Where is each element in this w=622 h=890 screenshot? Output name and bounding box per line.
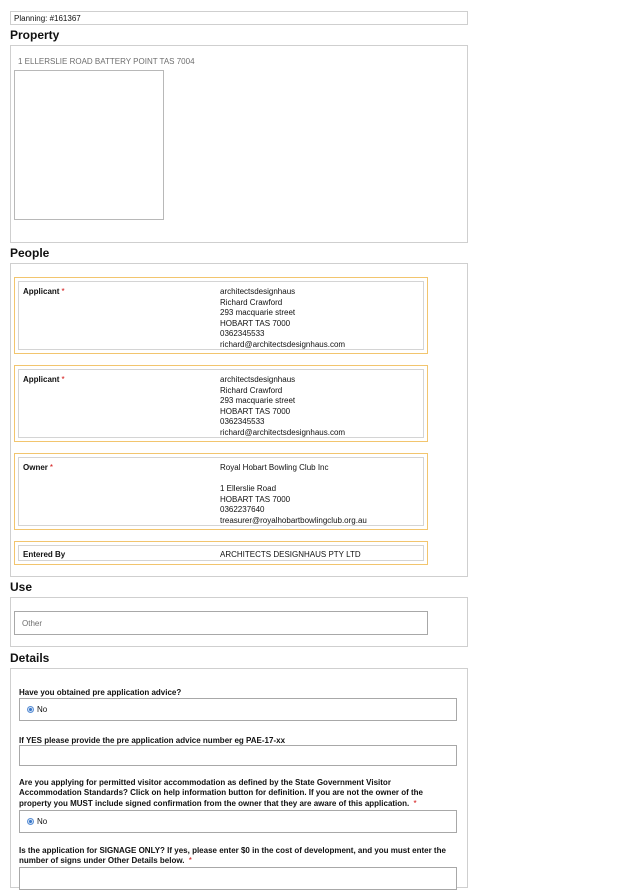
person-role-label: Applicant [23,287,60,296]
person-role-label: Owner [23,463,48,472]
entered-by-card-inner [18,545,424,561]
question-text: Are you applying for permitted visitor accommodation as defined by the State Government Visitor Accommodation Standards? Click on help information button for definition. If you are not the owner of the property you MUST include signed confirmation from the owner that they are aware of this application. [19,778,423,808]
property-address: 1 ELLERSLIE ROAD BATTERY POINT TAS 7004 [18,57,195,66]
question-pre-application-advice: Have you obtained pre application advice? [19,688,182,697]
person-role-label: Applicant [23,375,60,384]
required-marker: * [61,287,65,296]
people-section-title: People [10,246,50,260]
use-section-title: Use [10,580,33,594]
applicant-card [14,277,428,354]
entered-by-card [14,541,428,565]
required-marker: * [413,798,417,808]
entered-by-value: ARCHITECTS DESIGNHAUS PTY LTD [220,550,361,559]
applicant-card-inner [18,369,424,438]
question-visitor-accommodation [19,778,449,809]
person-role [23,550,65,559]
use-select[interactable] [14,611,428,635]
applicant-card-inner [18,281,424,350]
property-section-title: Property [10,28,60,42]
required-marker: * [61,375,65,384]
person-role [23,287,65,296]
details-section-title: Details [10,651,50,665]
signage-only-field[interactable] [19,867,457,890]
pre-application-number-input[interactable] [19,745,457,766]
person-details: architectsdesignhaus Richard Crawford 293 macquarie street HOBART TAS 7000 0362345533 richard@architectsdesignhaus.com [220,287,346,349]
required-marker: * [188,856,192,866]
visitor-accommodation-field[interactable] [19,810,457,833]
property-map[interactable] [14,70,164,220]
pre-application-advice-field[interactable] [19,698,457,721]
question-signage-only [19,846,449,867]
radio-no[interactable] [27,818,34,825]
planning-number: Planning: #161367 [10,11,468,25]
owner-card [14,453,428,530]
radio-no-label: No [37,817,48,826]
question-pre-application-number: If YES please provide the pre application advice number eg PAE-17-xx [19,736,286,745]
person-role [23,463,53,472]
person-details: Royal Hobart Bowling Club Inc 1 Ellerslie Road HOBART TAS 7000 0362237640 treasurer@royalhobartbowlingclub.org.au [220,463,367,525]
owner-card-inner [18,457,424,526]
radio-no-label: No [37,705,48,714]
applicant-card [14,365,428,442]
required-marker: * [49,463,54,472]
person-details: architectsdesignhaus Richard Crawford 293 macquarie street HOBART TAS 7000 0362345533 richard@architectsdesignhaus.com [220,375,346,437]
use-value: Other [22,619,43,628]
person-role-label: Entered By [23,550,66,559]
question-text: Is the application for SIGNAGE ONLY? If yes, please enter $0 in the cost of development, and you must enter the number of signs under Other Details below. [19,846,446,866]
person-role [23,375,65,384]
radio-no[interactable] [27,706,34,713]
